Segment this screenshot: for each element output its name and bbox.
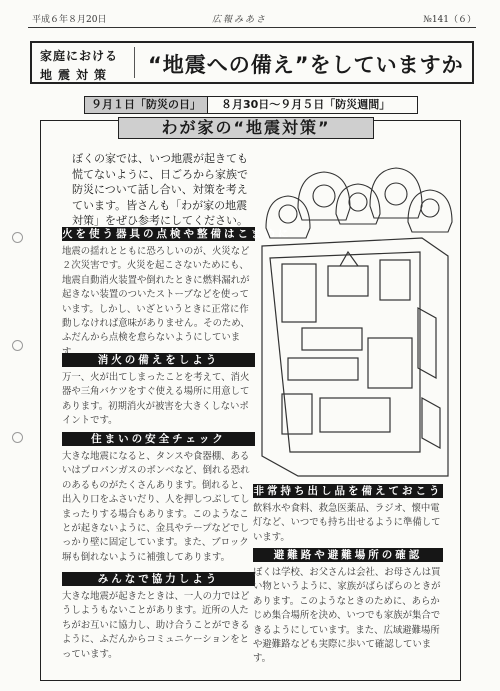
header-rule	[28, 27, 476, 28]
page-number: №141（６）	[423, 15, 476, 25]
main-title: “地震への備え”をしていますか	[148, 53, 464, 77]
section-heading-fire-extinguishing: 消火の備えをしよう	[62, 353, 255, 367]
section-heading-home-safety: 住まいの安全チェック	[62, 432, 255, 446]
binder-hole-top	[12, 232, 23, 243]
disaster-week-label: ８月30日〜９月５日「防災週間」	[221, 98, 391, 111]
family-and-room-illustration	[258, 148, 454, 478]
binder-hole-middle	[12, 340, 23, 351]
section-heading-cooperation: みんなで協力しよう	[62, 572, 255, 586]
intro-paragraph: ぼくの家では、いつ地震が起きても慌てないように、日ごろから家族で防災について話し合い、対策を考えています。皆さんも「わが家の地震対策」をぜひ参考にしてください。	[72, 152, 248, 227]
section-heading-evacuation-route: 避難路や避難場所の確認	[253, 548, 443, 562]
article-banner-title: わが家の“地震対策”	[118, 117, 374, 139]
section-body-emergency-kit: 飲料水や食料、救急医薬品、ラジオ、懐中電灯など、いつでも持ち出せるように準備しています。	[253, 503, 441, 543]
section-body-home-safety: 大きな地震になると、タンスや食器棚、あるいはプロパンガスのボンベなど、倒れる恐れのあるものがたくさんあります。倒れると、出入り口をふさいだり、人を押しつぶしてしまったりする場合もあります。このようなことが起きないように、金具やテープなどでしっかり壁に固定しています。また、ブロック塀も倒れないように補強してあります。	[62, 451, 250, 563]
section-body-fire-extinguishing: 万一、火が出てしまったことを考えて、消火器や三角バケツをすぐ使える場所に用意してあります。初期消火が被害を大きくしないポイントです。	[62, 372, 250, 427]
room-plan-drawing	[262, 238, 448, 476]
title-divider	[134, 47, 135, 78]
section-body-evacuation-route: ぼくは学校、お父さんは会社、お母さんは買い物というように、家族がばらばらのときがあります。このようなときのために、あらかじめ集合場所を決め、いつでも家族が集合できるようにしています。また、広域避難場所や避難路なども実際に歩いて確認しています。	[253, 567, 441, 665]
title-subtitle-line1: 家庭における	[40, 49, 119, 63]
issue-date: 平成６年８月20日	[32, 15, 107, 25]
section-body-cooperation: 大きな地震が起きたときは、一人の力ではどうしようもないことがあります。近所の人たちがお互いに協力し、助け合うことができるように、ふだんからコミュニケーションをとっています。	[62, 591, 250, 660]
section-body-fire-equipment: 地震の揺れとともに恐ろしいのが、火災など２次災害です。火災を起こさないためにも、地震自動消火装置や倒れたときに燃料漏れが起きない装置のついたストーブなどを使っています。しかし、いざというときに正常に作動しなければ意味がありません。そのため、ふだんから点検を怠らないようにしていま	[62, 246, 250, 344]
section-heading-emergency-kit: 非常持ち出し品を備えておこう	[253, 485, 443, 497]
binder-hole-lower	[12, 432, 23, 443]
date-bar	[84, 96, 418, 114]
section-heading-fire-equipment: 火を使う器具の点検や整備はこまめに	[62, 228, 292, 240]
publication-name: 広報みあさ	[212, 15, 268, 25]
disaster-day-label: ９月１日「防災の日」	[85, 97, 208, 113]
title-subtitle-line2: 地震対策	[40, 68, 113, 82]
title-block	[30, 41, 474, 84]
family-hoods-drawing	[266, 168, 452, 238]
